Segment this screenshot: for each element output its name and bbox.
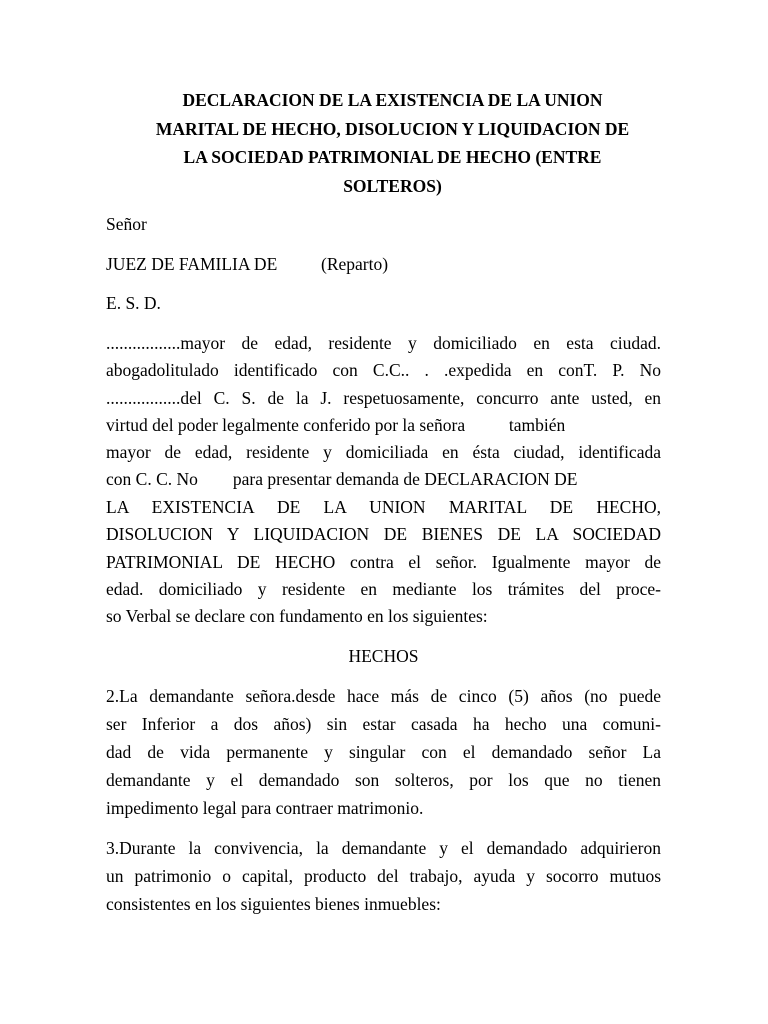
intro-line-10: edad. domiciliado y residente en mediante los trámites del proce- — [106, 579, 661, 599]
fact3-line-3: consistentes en los siguientes bienes inmuebles: — [106, 894, 441, 914]
intro-line-5: mayor de edad, residente y domiciliada en ésta ciudad, identificada — [106, 442, 661, 462]
intro-line-3: .................del C. S. de la J. respetuosamente, concurro ante usted, en — [106, 388, 661, 408]
fact2-line-4: demandante y el demandado son solteros, por los que no tienen — [106, 770, 661, 790]
title-line-2: MARITAL DE HECHO, DISOLUCION Y LIQUIDACION DE — [155, 118, 630, 139]
fact3-line-2: un patrimonio o capital, producto del trabajo, ayuda y socorro mutuos — [106, 866, 661, 886]
title-line-4: SOLTEROS) — [343, 175, 442, 196]
intro-line-9: PATRIMONIAL DE HECHO contra el señor. Igualmente mayor de — [106, 552, 661, 572]
fact2-line-3: dad de vida permanente y singular con el demandado señor La — [106, 742, 661, 762]
salutation: Señor — [106, 214, 147, 234]
fact3-line-1: 3.Durante la convivencia, la demandante y el demandado adquirieron — [106, 838, 661, 858]
section-heading-hechos: HECHOS — [348, 646, 419, 666]
esd-line: E. S. D. — [106, 293, 161, 313]
intro-line-1: .................mayor de edad, residente y domiciliado en esta ciudad. — [106, 333, 661, 353]
title-line-3: LA SOCIEDAD PATRIMONIAL DE HECHO (ENTRE — [183, 147, 602, 167]
addressee: JUEZ DE FAMILIA DE (Reparto) — [106, 254, 389, 274]
intro-line-6: con C. C. No para presentar demanda de DECLARACION DE — [106, 469, 578, 489]
title-line-1: DECLARACION DE LA EXISTENCIA DE LA UNION — [182, 90, 603, 110]
intro-line-4: virtud del poder legalmente conferido por la señora también — [106, 415, 566, 435]
intro-line-8: DISOLUCION Y LIQUIDACION DE BIENES DE LA SOCIEDAD — [106, 524, 661, 544]
fact2-line-5: impedimento legal para contraer matrimonio. — [106, 798, 424, 818]
fact2-line-2: ser Inferior a dos años) sin estar casada ha hecho una comuni- — [106, 714, 661, 734]
intro-line-2: abogadolitulado identificado con C.C.. . .expedida en conT. P. No — [106, 360, 661, 380]
document-title — [150, 86, 635, 200]
intro-line-7: LA EXISTENCIA DE LA UNION MARITAL DE HECHO, — [106, 497, 661, 517]
intro-line-11: so Verbal se declare con fundamento en los siguientes: — [106, 606, 488, 626]
fact2-line-1: 2.La demandante señora.desde hace más de cinco (5) años (no puede — [106, 686, 661, 706]
